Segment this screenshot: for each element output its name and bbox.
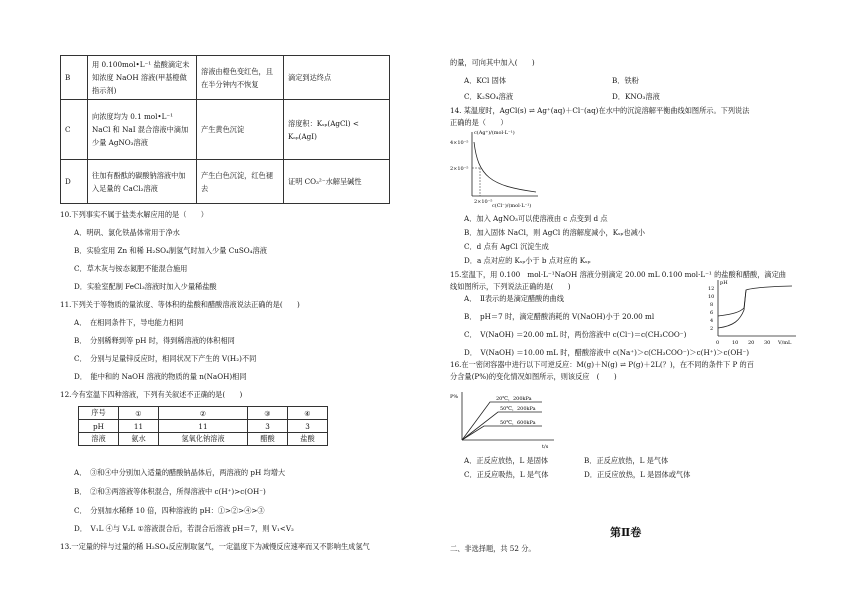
conclusion-cell: 溶度积：Kₛₚ(AgCl) < Kₛₚ(AgI) (284, 100, 390, 160)
table-row (79, 433, 328, 446)
q15-option-d: D． V(NaOH) ＝10.00 mL 时，醋酸溶液中 c(Na⁺)＞c(CH₃COO⁻)＞c(H⁺)＞c(OH⁻) (464, 348, 750, 357)
x-axis-label: t/s (542, 444, 549, 450)
x-axis-label: V/mL (778, 340, 792, 346)
q10-option-a: A．明矾、氯化铁晶体常用于净水 (74, 228, 180, 237)
table-cell: 3 (288, 420, 328, 433)
table-row (61, 56, 390, 100)
conclusion-cell: 滴定到达终点 (284, 56, 390, 100)
q16-percent-graph (450, 390, 560, 450)
y-tick: 4 (710, 318, 714, 324)
q12-option-d: D． V₁L ④与 V₂L ①溶液混合后，若混合后溶液 pH＝7，则 V₁<V₂ (74, 524, 294, 533)
q14-option-c: C．d 点有 AgCl 沉淀生成 (464, 242, 549, 251)
q10-option-d: D．实验室配制 FeCl₃溶液时加入少量稀盐酸 (74, 282, 217, 291)
curve-label: 50℃，600kPa (500, 420, 536, 426)
table-cell: 盐酸 (288, 433, 328, 446)
y-tick: 2 (710, 326, 714, 332)
q15-stem-cont: 线如图所示，下列说法正确的是( ) (450, 282, 571, 291)
q15-stem: 15.室温下，用 0.100 mol·L⁻¹NaOH 溶液分别滴定 20.00 mL 0.100 mol·L⁻¹ 的盐酸和醋酸，滴定曲 (450, 270, 786, 279)
x-tick: 0 (716, 340, 720, 346)
table-cell: ① (118, 407, 158, 420)
q13-option-a: A．KCl 固体 (464, 76, 507, 85)
row-label: D (61, 160, 88, 204)
y-tick-2e-5: 2×10⁻⁵ (450, 166, 469, 172)
q12-option-c: C． 分别加水稀释 10 倍，四种溶液的 pH：①>②>④>③ (74, 506, 265, 515)
q10-option-b: B．实验室用 Zn 和稀 H₂SO₄制氢气时加入少量 CuSO₄溶液 (74, 246, 267, 255)
q14-option-b: B．加入固体 NaCl，则 AgCl 的溶解度减小，Kₛₚ也减小 (464, 228, 645, 237)
q15-option-a: A． Ⅱ表示的是滴定醋酸的曲线 (464, 294, 564, 303)
q16-option-b: B．正反应放热，L 是气体 (584, 456, 669, 465)
table-cell: ④ (288, 407, 328, 420)
q16-stem: 16.在一密闭容器中进行以下可逆反应：M(g)＋N(g) ⇌ P(g)＋2L(？)，在不同的条件下 P 的百 (450, 360, 754, 369)
q16-option-d: D．正反应放热，L 是固体或气体 (584, 470, 691, 479)
table-cell: ③ (248, 407, 288, 420)
q11-option-b: B． 分别稀释到等 pH 时，得到稀溶液的体积相同 (74, 336, 235, 345)
y-tick: 6 (710, 310, 714, 316)
q12-stem: 12.今有室温下四种溶液，下列有关叙述不正确的是( ) (60, 390, 243, 399)
q16-option-c: C．正反应吸热，L 是气体 (464, 470, 549, 479)
phenomenon-cell: 溶液由橙色变红色，且在半分钟内不恢复 (197, 56, 284, 100)
operation-cell: 往加有酚酞的碳酸钠溶液中加入足量的 CaCl₂溶液 (88, 160, 197, 204)
y-axis-label: P% (450, 394, 459, 400)
part-two-subtitle: 二、非选择题，共 52 分。 (450, 544, 536, 553)
y-axis-label: c(Ag⁺)/(mol·L⁻¹) (474, 130, 515, 136)
q11-option-c: C． 分别与足量锌反应时，相同状况下产生的 V(H₂)不同 (74, 354, 257, 363)
q13-continuation: 的量，可向其中加入( ) (450, 58, 535, 67)
q15-option-b: B． pH＝7 时，滴定醋酸消耗的 V(NaOH)小于 20.00 ml (464, 312, 655, 321)
table-row (61, 160, 390, 204)
y-tick-4e-5: 4×10⁻⁵ (450, 140, 469, 146)
table-cell: 氨水 (118, 433, 158, 446)
table-cell: 11 (118, 420, 158, 433)
conclusion-cell: 证明 CO₃²⁻水解呈碱性 (284, 160, 390, 204)
y-axis-label: pH (720, 280, 728, 286)
table-row (79, 420, 328, 433)
operation-cell: 用 0.100mol•L⁻¹ 盐酸滴定未知浓度 NaOH 溶液(甲基橙做指示剂) (88, 56, 197, 100)
q16-option-a: A．正反应放热，L 是固体 (464, 456, 549, 465)
q15-titration-graph (704, 276, 800, 346)
q11-option-d: D． 能中和的 NaOH 溶液的物质的量 n(NaOH)相同 (74, 372, 247, 381)
curve-label: 20℃，200kPa (496, 396, 532, 402)
table-cell: 氢氧化钠溶液 (158, 433, 247, 446)
q15-option-c: C． V(NaOH) ＝20.00 mL 时，两份溶液中 c(Cl⁻)＝c(CH₃COO⁻) (464, 330, 687, 339)
y-tick: 8 (710, 302, 714, 308)
y-tick: 10 (708, 294, 715, 300)
experiment-table (60, 55, 390, 204)
phenomenon-cell: 产生白色沉淀，红色褪去 (197, 160, 284, 204)
q14-stem-cont: 正确的是（ ） (450, 118, 508, 127)
q12-option-b: B． ②和③两溶液等体积混合，所得溶液中 c(H⁺)>c(OH⁻) (74, 487, 266, 496)
q13-option-d: D．KNO₃溶液 (612, 92, 660, 101)
table-cell: 溶液 (79, 433, 119, 446)
q14-option-d: D．a 点对应的 Kₛₚ小于 b 点对应的 Kₛₚ (464, 256, 591, 265)
q10-option-c: C．草木灰与铵态氮肥不能混合施用 (74, 264, 188, 273)
y-tick: 12 (708, 286, 715, 292)
q10-stem: 10.下列事实不属于盐类水解应用的是（ ） (60, 210, 208, 219)
table-row (61, 100, 390, 160)
table-cell: ② (158, 407, 247, 420)
q13-stem: 13.一定量的锌与过量的稀 H₂SO₄反应制取氢气，一定温度下为减慢反应速率而又不影响生成氢气 (60, 542, 370, 551)
q14-option-a: A．加入 AgNO₃可以使溶液由 c 点变到 d 点 (464, 214, 608, 223)
q16-stem-cont: 分含量(P%)的变化情况如图所示，则该反应 ( ) (450, 372, 617, 381)
table-cell: 11 (158, 420, 247, 433)
phenomenon-cell: 产生黄色沉淀 (197, 100, 284, 160)
table-cell: 序号 (79, 407, 119, 420)
x-tick-2e-5: 2×10⁻⁵ (474, 199, 493, 205)
table-cell: 醋酸 (248, 433, 288, 446)
table-cell: pH (79, 420, 119, 433)
row-label: C (61, 100, 88, 160)
q11-option-a: A． 在相同条件下，导电能力相同 (74, 318, 184, 327)
x-tick: 10 (732, 340, 739, 346)
x-axis-label: c(Cl⁻)/(mol·L⁻¹) (492, 203, 532, 208)
q12-table (78, 406, 328, 446)
operation-cell: 向浓度均为 0.1 mol•L⁻¹ NaCl 和 NaI 混合溶液中滴加少量 AgNO₃溶液 (88, 100, 197, 160)
table-cell: 3 (248, 420, 288, 433)
q14-stem: 14. 某温度时，AgCl(s) ⇌ Ag⁺(aq)＋Cl⁻(aq)在水中的沉淀溶解平衡曲线如图所示。下列说法 (450, 106, 750, 115)
part-two-title: 第Ⅱ卷 (610, 526, 642, 539)
row-label: B (61, 56, 88, 100)
x-tick: 20 (748, 340, 755, 346)
table-row (79, 407, 328, 420)
x-tick: 30 (764, 340, 771, 346)
q13-option-c: C．K₂SO₄溶液 (464, 92, 514, 101)
q13-option-b: B．铁粉 (612, 76, 639, 85)
curve-label: 50℃，200kPa (500, 406, 536, 412)
q11-stem: 11.下列关于等物质的量浓度、等体积的盐酸和醋酸溶液说法正确的是( ) (60, 300, 300, 309)
q12-option-a: A． ③和④中分别加入适量的醋酸钠晶体后，两溶液的 pH 均增大 (74, 468, 286, 477)
q14-solubility-graph (450, 126, 540, 208)
